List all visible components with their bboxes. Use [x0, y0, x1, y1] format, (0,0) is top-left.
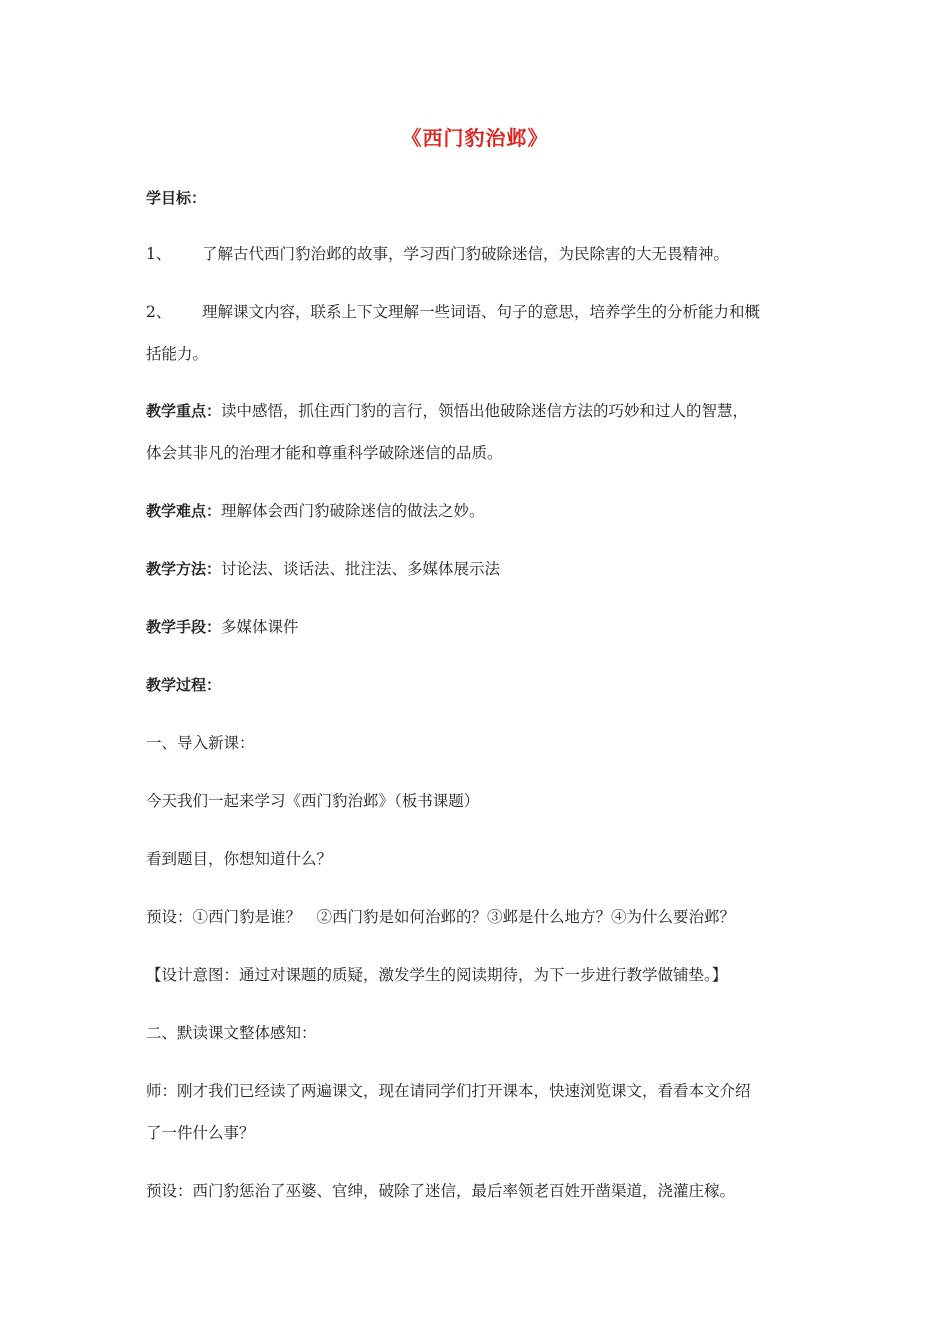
objective-1-text: 了解古代西门豹治邺的故事，学习西门豹破除迷信，为民除害的大无畏精神。	[202, 245, 730, 263]
methods	[146, 558, 816, 580]
key-point	[146, 400, 816, 422]
means-label: 教学手段：	[146, 618, 222, 636]
process-heading: 教学过程：	[146, 676, 222, 694]
key-point-text: 读中感悟，抓住西门豹的言行，领悟出他破除迷信方法的巧妙和过人的智慧，	[221, 402, 749, 420]
section2-paragraph-1-continuation: 了一件什么事？	[146, 1124, 255, 1142]
section1-paragraph-1: 今天我们一起来学习《西门豹治邺》（板书课题）	[146, 792, 480, 810]
difficulty	[146, 500, 816, 522]
objective-1	[146, 243, 816, 265]
methods-label: 教学方法：	[146, 560, 222, 578]
objective-1-number: 1、	[146, 245, 172, 263]
section1-heading: 一、导入新课：	[146, 734, 255, 752]
section1-paragraph-2: 看到题目，你想知道什么？	[146, 850, 333, 868]
section1-design-intent: 【设计意图：通过对课题的质疑，激发学生的阅读期待，为下一步进行教学做铺垫。】	[146, 966, 728, 984]
key-point-continuation: 体会其非凡的治理才能和尊重科学破除迷信的品质。	[146, 444, 503, 462]
section2-paragraph-2: 预设：西门豹惩治了巫婆、官绅，破除了迷信，最后率领老百姓开凿渠道，浇灌庄稼。	[146, 1182, 736, 1200]
difficulty-text: 理解体会西门豹破除迷信的做法之妙。	[221, 502, 485, 520]
means	[146, 616, 816, 638]
section2-heading: 二、默读课文整体感知：	[146, 1024, 317, 1042]
document-title: 《西门豹治邺》	[401, 126, 549, 150]
section2-paragraph-1: 师：刚才我们已经读了两遍课文，现在请同学们打开课本，快速浏览课文，看看本文介绍	[146, 1082, 751, 1100]
objective-2-continuation: 括能力。	[146, 345, 209, 363]
objective-2-number: 2、	[146, 303, 172, 321]
section1-paragraph-3: 预设：①西门豹是谁？ ②西门豹是如何治邺的？③邺是什么地方？④为什么要治邺？	[146, 908, 736, 926]
methods-text: 讨论法、谈话法、批注法、多媒体展示法	[221, 560, 501, 578]
difficulty-label: 教学难点：	[146, 502, 222, 520]
means-text: 多媒体课件	[221, 618, 299, 636]
objective-2-text: 理解课文内容，联系上下文理解一些词语、句子的意思，培养学生的分析能力和概	[202, 303, 761, 321]
key-point-label: 教学重点：	[146, 402, 222, 420]
objectives-heading: 学目标：	[146, 189, 207, 207]
objective-2	[146, 301, 816, 323]
